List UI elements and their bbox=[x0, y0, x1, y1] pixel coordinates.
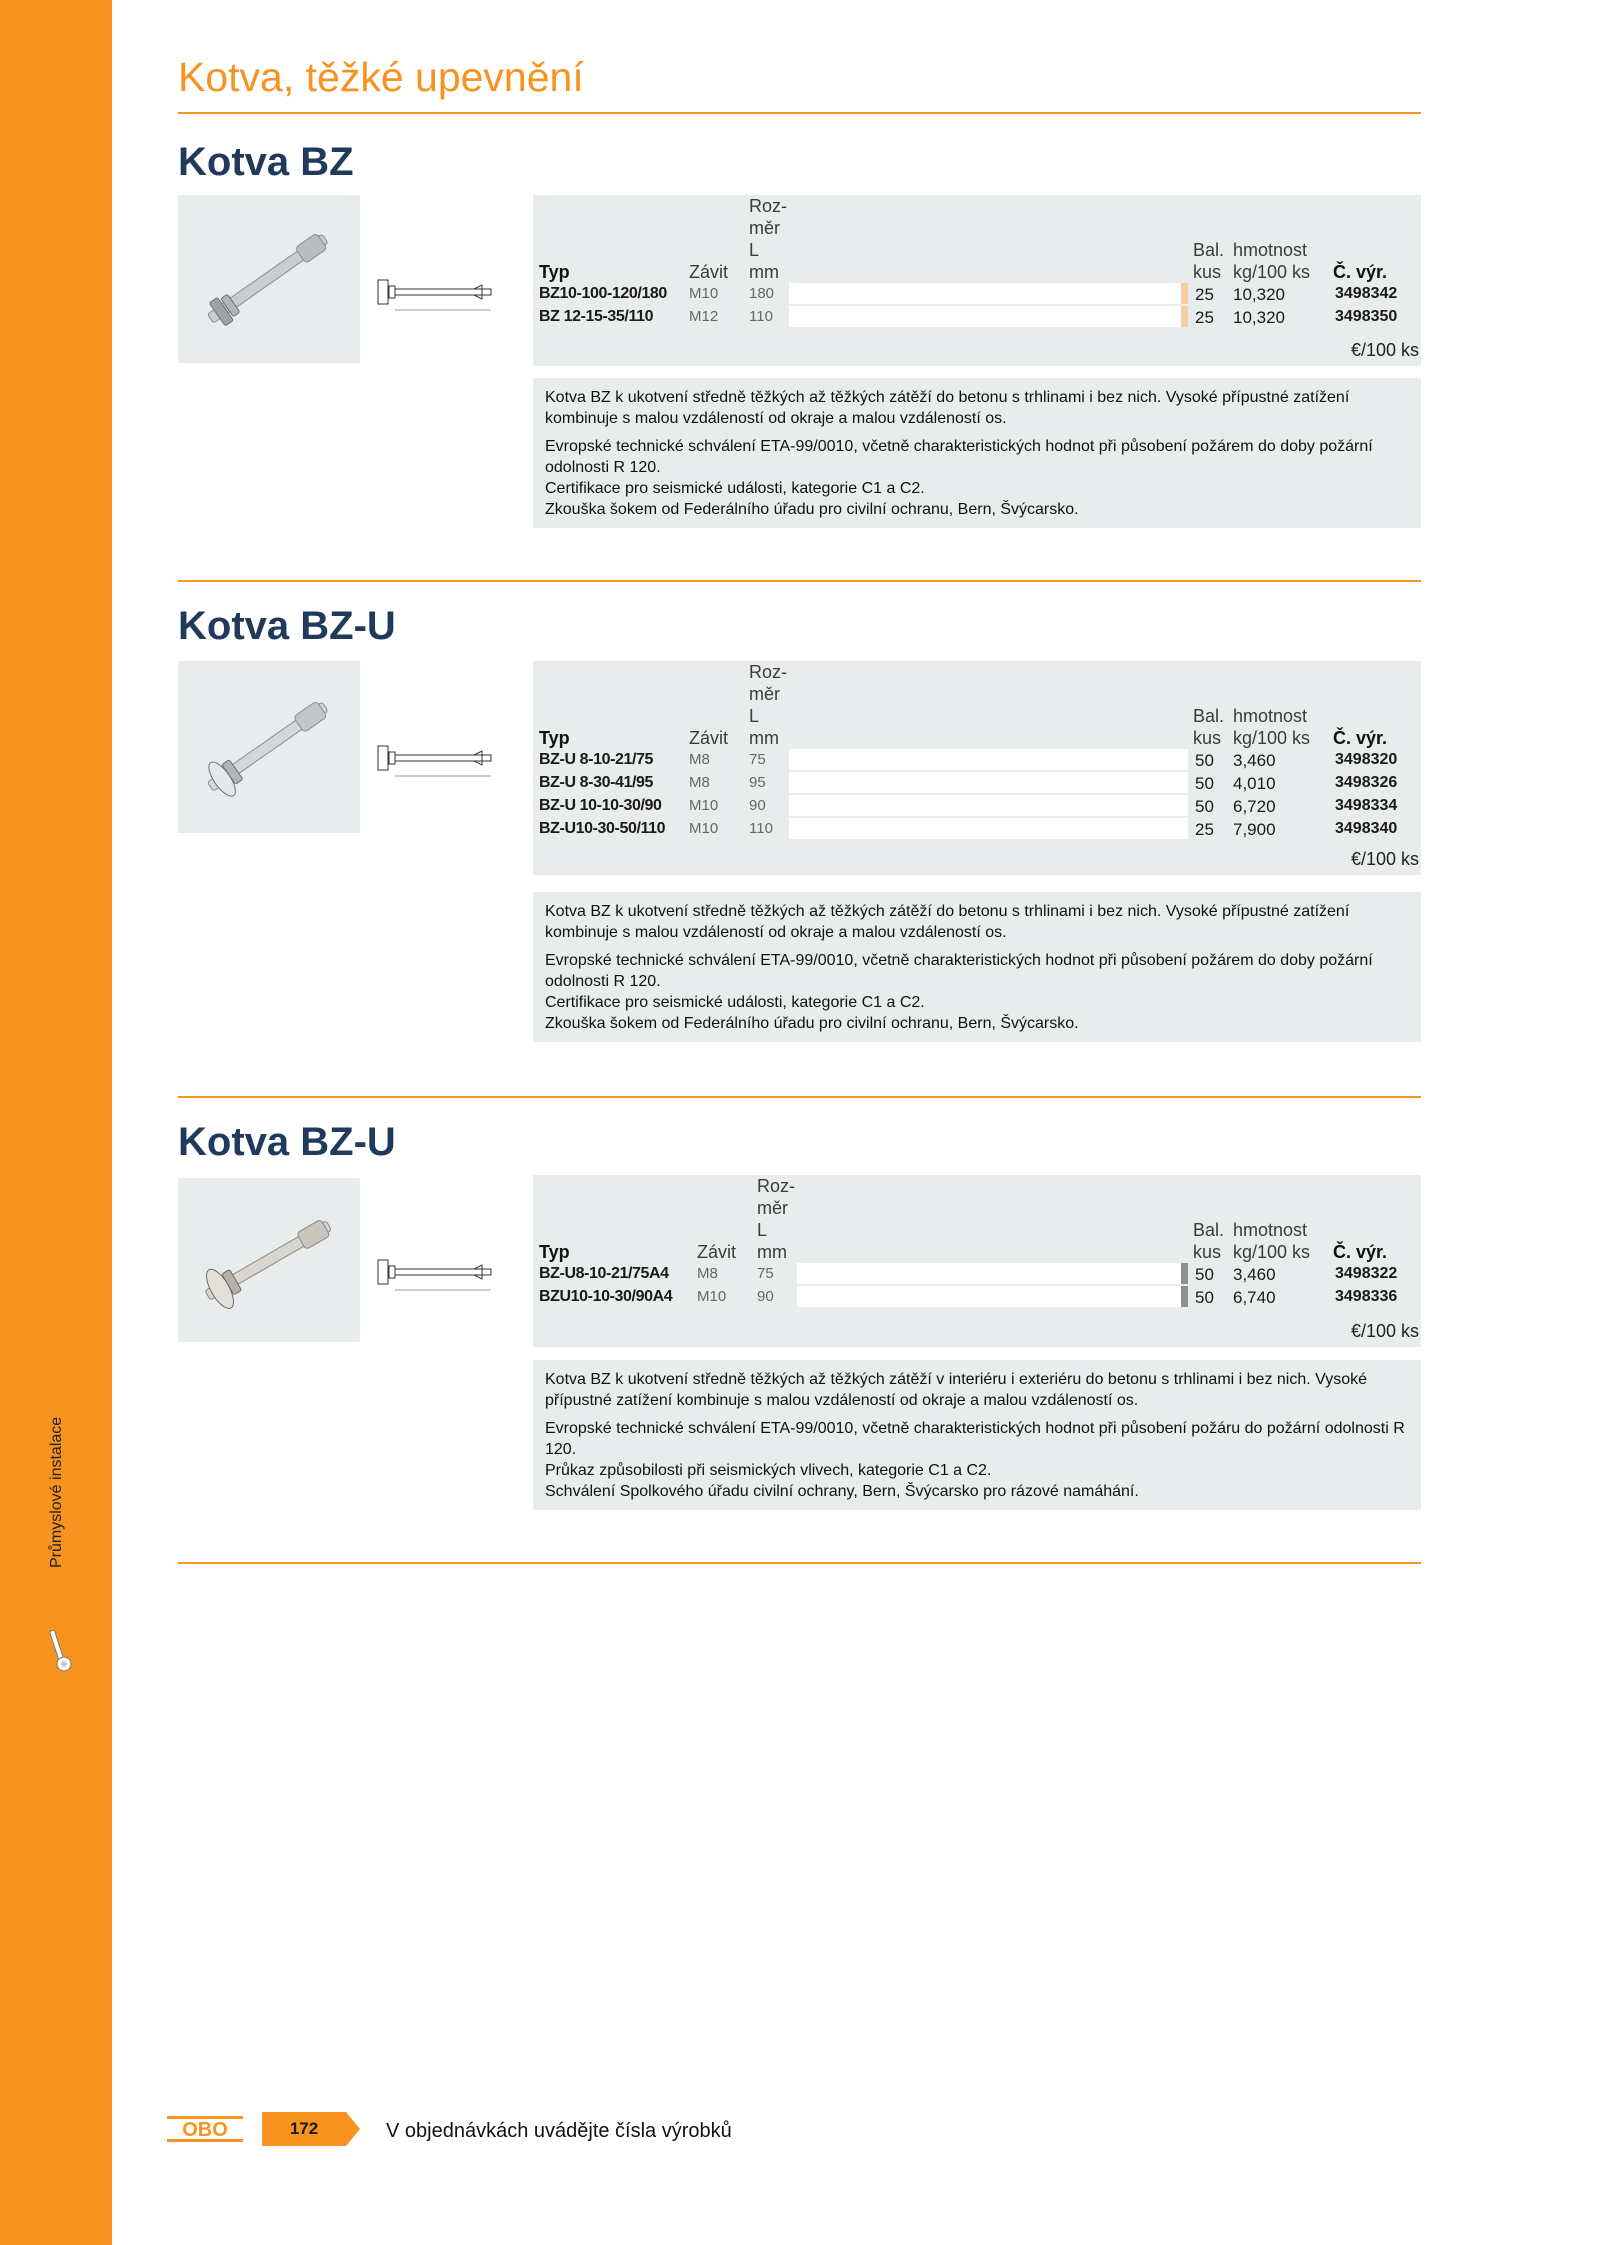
product-table bbox=[533, 661, 1421, 875]
cell-hmotnost: 4,010 bbox=[1233, 774, 1276, 793]
technical-drawing bbox=[374, 262, 514, 322]
col-cislo: Č. výr. bbox=[1333, 262, 1388, 282]
col-typ: Typ bbox=[539, 728, 570, 748]
cell-typ: BZ-U8-10-21/75A4 bbox=[539, 1265, 669, 1282]
table-row bbox=[533, 283, 1421, 306]
col-bal-2: kus bbox=[1193, 262, 1222, 282]
col-bal-1: Bal. bbox=[1193, 1220, 1225, 1240]
cell-rozmer: 110 bbox=[749, 308, 773, 325]
cell-rozmer: 75 bbox=[749, 751, 766, 768]
table-row bbox=[533, 795, 1421, 818]
col-hmotnost-2: kg/100 ks bbox=[1233, 262, 1311, 282]
cell-bal: 50 bbox=[1195, 1265, 1214, 1284]
cell-rozmer: 180 bbox=[749, 285, 775, 302]
table-row bbox=[533, 772, 1421, 795]
cell-typ: BZ 12-15-35/110 bbox=[539, 308, 654, 325]
cell-typ: BZ-U 8-10-21/75 bbox=[539, 751, 654, 768]
page-number: 172 bbox=[262, 2112, 346, 2146]
anchor-photo-illustration bbox=[178, 661, 360, 833]
cell-cislo: 3498336 bbox=[1335, 1288, 1398, 1305]
cell-hmotnost: 7,900 bbox=[1233, 820, 1276, 839]
cell-zavit: M8 bbox=[689, 751, 710, 768]
col-typ: Typ bbox=[539, 262, 570, 282]
price-unit: €/100 ks bbox=[1350, 849, 1419, 869]
col-rozmer-3: L bbox=[749, 240, 760, 260]
footer-note: V objednávkách uvádějte čísla výrobků bbox=[386, 2120, 732, 2142]
col-rozmer-4: mm bbox=[749, 728, 779, 748]
product-photo bbox=[178, 195, 360, 363]
section-divider bbox=[178, 1096, 1421, 1098]
table-row bbox=[533, 749, 1421, 772]
col-rozmer-2: měr bbox=[757, 1198, 788, 1218]
desc-paragraph: Kotva BZ k ukotvení středně těžkých až těžkých zátěží do betonu s trhlinami i bez nich. Vysoké přípustné zatížení kombinuje s malou vzdáleností od okraje a malou vzdáleností os. bbox=[545, 389, 1350, 427]
product-description bbox=[533, 378, 1421, 528]
cell-hmotnost: 6,740 bbox=[1233, 1288, 1276, 1307]
desc-paragraph: Zkouška šokem od Federálního úřadu pro civilní ochranu, Bern, Švýcarsko. bbox=[545, 501, 1079, 518]
anchor-bolt-icon bbox=[48, 1628, 74, 1674]
anchor-photo-illustration bbox=[178, 195, 360, 363]
product-photo bbox=[178, 1178, 360, 1342]
col-rozmer-1: Roz- bbox=[757, 1176, 796, 1196]
anchor-photo-illustration bbox=[178, 1178, 360, 1342]
col-hmotnost-1: hmotnost bbox=[1233, 1220, 1308, 1240]
table-row bbox=[533, 1286, 1421, 1309]
col-rozmer-3: L bbox=[757, 1220, 768, 1240]
cell-zavit: M12 bbox=[689, 308, 719, 325]
col-bal-2: kus bbox=[1193, 728, 1222, 748]
col-rozmer-1: Roz- bbox=[749, 196, 788, 216]
cell-zavit: M10 bbox=[689, 285, 719, 302]
table-row bbox=[533, 306, 1421, 329]
price-unit: €/100 ks bbox=[1350, 1321, 1419, 1341]
col-bal-1: Bal. bbox=[1193, 706, 1225, 726]
section-divider bbox=[178, 1562, 1421, 1564]
desc-paragraph: Evropské technické schválení ETA-99/0010, včetně charakteristických hodnot při působení požárem do doby požární odolnosti R 120. bbox=[545, 952, 1373, 990]
price-unit: €/100 ks bbox=[1350, 340, 1419, 360]
cell-hmotnost: 6,720 bbox=[1233, 797, 1276, 816]
desc-paragraph: Zkouška šokem od Federálního úřadu pro civilní ochranu, Bern, Švýcarsko. bbox=[545, 1015, 1079, 1032]
obo-logo bbox=[166, 2114, 244, 2144]
col-rozmer-2: měr bbox=[749, 684, 780, 704]
desc-paragraph: Kotva BZ k ukotvení středně těžkých až těžkých zátěží do betonu s trhlinami i bez nich. Vysoké přípustné zatížení kombinuje s malou vzdáleností od okraje a malou vzdáleností os. bbox=[545, 903, 1350, 941]
cell-cislo: 3498320 bbox=[1335, 751, 1398, 768]
cell-typ: BZ-U 8-30-41/95 bbox=[539, 774, 654, 791]
col-rozmer-3: L bbox=[749, 706, 760, 726]
cell-rozmer: 75 bbox=[757, 1265, 774, 1282]
cell-bal: 50 bbox=[1195, 1288, 1214, 1307]
cell-bal: 50 bbox=[1195, 774, 1214, 793]
cell-zavit: M10 bbox=[689, 797, 719, 814]
sidebar-category-label: Průmyslové instalace bbox=[48, 1416, 65, 1568]
cell-cislo: 3498334 bbox=[1335, 797, 1398, 814]
col-zavit: Závit bbox=[689, 262, 729, 282]
cell-cislo: 3498322 bbox=[1335, 1265, 1398, 1282]
col-zavit: Závit bbox=[697, 1242, 737, 1262]
cell-cislo: 3498342 bbox=[1335, 285, 1398, 302]
cell-bal: 25 bbox=[1195, 308, 1214, 327]
col-rozmer-4: mm bbox=[749, 262, 779, 282]
section-title: Kotva BZ-U bbox=[178, 604, 396, 648]
cell-typ: BZ-U10-30-50/110 bbox=[539, 820, 666, 837]
col-hmotnost-2: kg/100 ks bbox=[1233, 728, 1311, 748]
cell-zavit: M10 bbox=[689, 820, 719, 837]
product-photo bbox=[178, 661, 360, 833]
table-row bbox=[533, 1263, 1421, 1286]
col-hmotnost-2: kg/100 ks bbox=[1233, 1242, 1311, 1262]
col-hmotnost-1: hmotnost bbox=[1233, 240, 1308, 260]
technical-drawing bbox=[374, 1242, 514, 1302]
title-divider bbox=[178, 112, 1421, 114]
cell-cislo: 3498350 bbox=[1335, 308, 1398, 325]
page-number-arrow bbox=[346, 2112, 360, 2146]
col-cislo: Č. výr. bbox=[1333, 728, 1388, 748]
cell-zavit: M8 bbox=[689, 774, 710, 791]
cell-rozmer: 90 bbox=[757, 1288, 774, 1305]
cell-bal: 50 bbox=[1195, 797, 1214, 816]
cell-bal: 25 bbox=[1195, 820, 1214, 839]
col-rozmer-1: Roz- bbox=[749, 662, 788, 682]
section-title: Kotva BZ-U bbox=[178, 1120, 396, 1164]
product-table bbox=[533, 195, 1421, 366]
desc-paragraph: Certifikace pro seismické události, kategorie C1 a C2. bbox=[545, 994, 925, 1011]
section-title: Kotva BZ bbox=[178, 140, 354, 184]
cell-typ: BZ10-100-120/180 bbox=[539, 285, 667, 302]
technical-drawing bbox=[374, 728, 514, 788]
table-row bbox=[533, 818, 1421, 841]
cell-typ: BZ-U 10-10-30/90 bbox=[539, 797, 662, 814]
cell-typ: BZU10-10-30/90A4 bbox=[539, 1288, 673, 1305]
col-hmotnost-1: hmotnost bbox=[1233, 706, 1308, 726]
cell-bal: 50 bbox=[1195, 751, 1214, 770]
cell-zavit: M10 bbox=[697, 1288, 727, 1305]
cell-hmotnost: 10,320 bbox=[1233, 285, 1285, 304]
col-cislo: Č. výr. bbox=[1333, 1242, 1388, 1262]
cell-hmotnost: 3,460 bbox=[1233, 1265, 1276, 1284]
table-header bbox=[533, 195, 1421, 283]
product-description bbox=[533, 892, 1421, 1042]
col-rozmer-4: mm bbox=[757, 1242, 787, 1262]
col-rozmer-2: měr bbox=[749, 218, 780, 238]
cell-rozmer: 110 bbox=[749, 820, 773, 837]
table-header bbox=[533, 1175, 1421, 1263]
col-bal-1: Bal. bbox=[1193, 240, 1225, 260]
desc-paragraph: Evropské technické schválení ETA-99/0010, včetně charakteristických hodnot při působení požáru do požární odolnosti R 120. bbox=[545, 1420, 1405, 1458]
product-description bbox=[533, 1360, 1421, 1510]
cell-hmotnost: 3,460 bbox=[1233, 751, 1276, 770]
orange-sidebar bbox=[0, 0, 112, 2245]
col-zavit: Závit bbox=[689, 728, 729, 748]
col-bal-2: kus bbox=[1193, 1242, 1222, 1262]
section-divider bbox=[178, 580, 1421, 582]
cell-cislo: 3498340 bbox=[1335, 820, 1398, 837]
obo-logo-text: OBO bbox=[182, 2119, 228, 2141]
product-table bbox=[533, 1175, 1421, 1347]
table-header bbox=[533, 661, 1421, 749]
col-typ: Typ bbox=[539, 1242, 570, 1262]
desc-paragraph: Schválení Spolkového úřadu civilní ochrany, Bern, Švýcarsko pro rázové namáhání. bbox=[545, 1483, 1139, 1500]
cell-zavit: M8 bbox=[697, 1265, 718, 1282]
page-title: Kotva, těžké upevnění bbox=[178, 54, 584, 100]
cell-bal: 25 bbox=[1195, 285, 1214, 304]
cell-rozmer: 95 bbox=[749, 774, 766, 791]
desc-paragraph: Kotva BZ k ukotvení středně těžkých až těžkých zátěží v interiéru i exteriéru do betonu s trhlinami i bez nich. Vysoké přípustné zatížení kombinuje s malou vzdáleností od okraje a malou vzdáleností os. bbox=[545, 1371, 1368, 1409]
cell-cislo: 3498326 bbox=[1335, 774, 1398, 791]
cell-hmotnost: 10,320 bbox=[1233, 308, 1285, 327]
desc-paragraph: Průkaz způsobilosti při seismických vlivech, kategorie C1 a C2. bbox=[545, 1462, 992, 1479]
cell-rozmer: 90 bbox=[749, 797, 766, 814]
desc-paragraph: Certifikace pro seismické události, kategorie C1 a C2. bbox=[545, 480, 925, 497]
desc-paragraph: Evropské technické schválení ETA-99/0010, včetně charakteristických hodnot při působení požárem do doby požární odolnosti R 120. bbox=[545, 438, 1373, 476]
